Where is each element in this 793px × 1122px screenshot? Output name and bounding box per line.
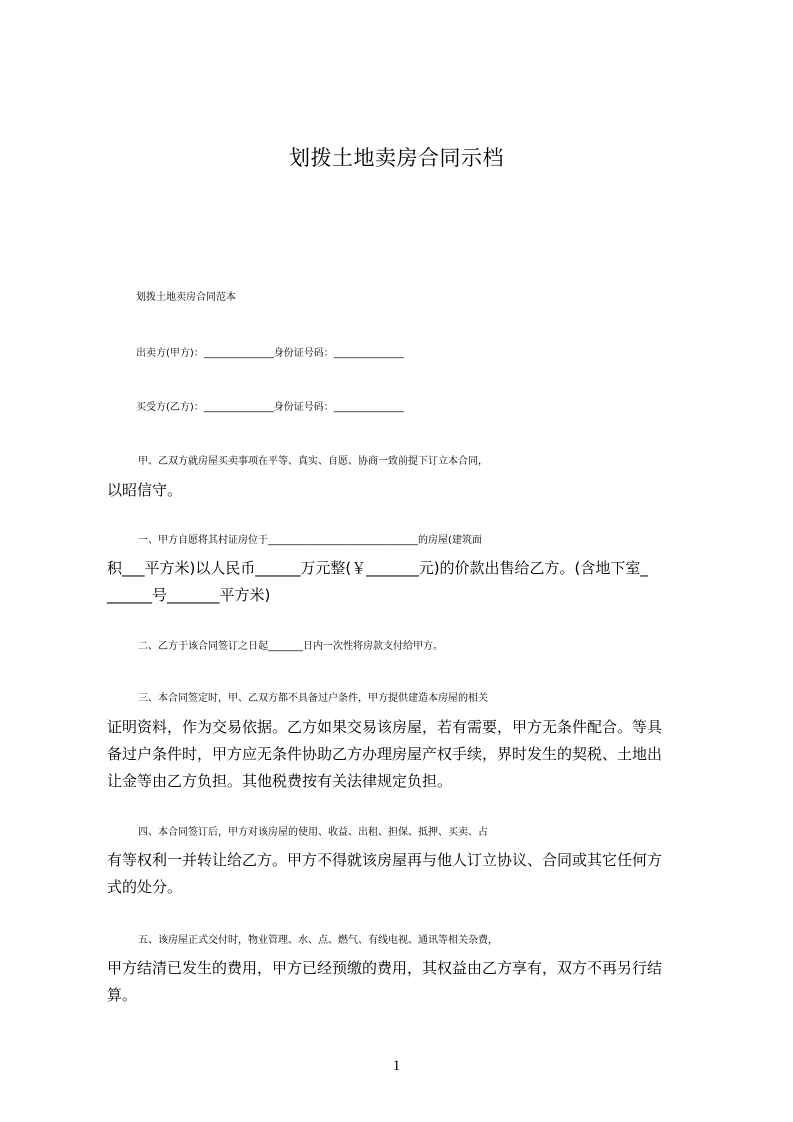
document-title: 划拨土地卖房合同示档 bbox=[289, 146, 504, 170]
clause-3-line: 证明资料，作为交易依据。乙方如果交易该房屋，若有需要，甲方无条件配合。等具 bbox=[107, 718, 663, 736]
clause-3-line: 备过户条件时，甲方应无条件协助乙方办理房屋产权手续，界时发生的契税、土地出 bbox=[107, 745, 663, 763]
preamble-line: 以昭信守。 bbox=[107, 481, 183, 499]
clause-5-line: 五、该房屋正式交付时，物业管理、水、点、燃气、有线电视、通讯等相关杂费， bbox=[138, 935, 498, 946]
preamble-line: 甲、乙双方就房屋买卖事项在平等、真实、自愿、协商一致前提下订立本合同， bbox=[138, 456, 488, 467]
clause-1-line: ______号_______平方米) bbox=[107, 586, 271, 604]
contract-subtitle: 划拨土地卖房合同范本 bbox=[136, 292, 236, 303]
clause-5-line: 甲方结清已发生的费用，甲方已经预缴的费用，其权益由乙方享有，双方不再另行结 bbox=[107, 959, 663, 977]
buyer-info-line: 买受方(乙方)：______________身份证号码：______________ bbox=[136, 402, 404, 413]
clause-1-line: 一、甲方自愿将其村证房位于______________________________的房屋(建筑面 bbox=[138, 535, 482, 546]
clause-4-line: 四、本合同签订后，甲方对该房屋的使用、收益、出租、担保、抵押、买卖、占 bbox=[138, 827, 488, 838]
seller-info-line: 出卖方(甲方)：______________身份证号码：______________ bbox=[136, 348, 404, 359]
clause-2-line: 二、乙方于该合同签订之日起_______日内一次性将房款支付给甲方。 bbox=[138, 641, 443, 652]
clause-1-line: 积___平方米)以人民币______万元整(￥_______元)的价款出售给乙方。(含地下室_ bbox=[107, 559, 648, 577]
clause-3-line: 让金等由乙方负担。其他税费按有关法律规定负担。 bbox=[107, 772, 453, 790]
page-number: 1 bbox=[392, 1058, 401, 1074]
clause-3-line: 三、本合同签定时，甲、乙双方都不具备过户条件，甲方提供建造本房屋的相关 bbox=[138, 693, 488, 704]
clause-4-line: 有等权利一并转让给乙方。甲方不得就该房屋再与他人订立协议、合同或其它任何方 bbox=[107, 851, 663, 869]
clause-5-line: 算。 bbox=[107, 986, 138, 1004]
clause-4-line: 式的处分。 bbox=[107, 878, 183, 896]
